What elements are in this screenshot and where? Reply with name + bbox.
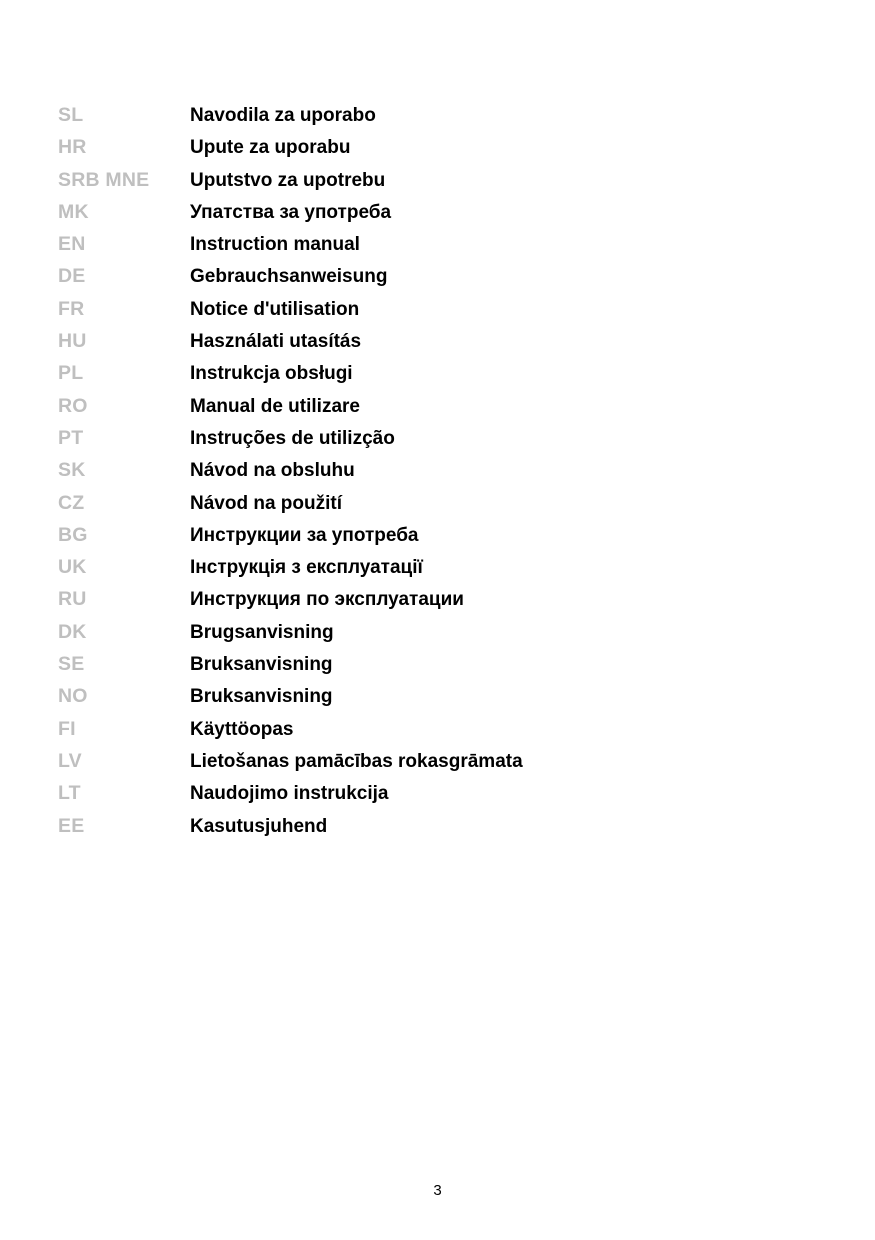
language-title: Notice d'utilisation [190, 298, 360, 320]
language-code: SRB MNE [58, 168, 150, 191]
page-number: 3 [433, 1182, 442, 1199]
language-code: PL [58, 362, 84, 385]
list-item [58, 395, 818, 427]
language-code: SE [58, 653, 85, 676]
language-code: UK [58, 556, 87, 579]
language-title: Bruksanvisning [190, 654, 333, 676]
list-item [58, 459, 818, 491]
language-code: EN [58, 233, 86, 256]
language-code: LV [58, 749, 82, 772]
language-code: DE [58, 265, 86, 288]
list-item [58, 136, 818, 168]
language-title: Návod na použití [190, 492, 342, 514]
list-item [58, 556, 818, 588]
language-index-list [58, 104, 818, 847]
language-code: SL [58, 104, 84, 126]
language-title: Instrukcja obsługi [190, 363, 353, 385]
language-title: Uputstvo za upotrebu [190, 169, 386, 191]
language-title: Brugsanvisning [190, 621, 334, 643]
language-code: LT [58, 782, 81, 805]
language-title: Инструкции за употреба [190, 524, 419, 546]
language-code: MK [58, 200, 89, 223]
list-item [58, 782, 818, 814]
language-title: Instruções de utilizção [190, 427, 395, 449]
language-title: Instruction manual [190, 234, 360, 256]
language-code: FI [58, 717, 76, 740]
list-item [58, 750, 818, 782]
list-item [58, 685, 818, 717]
list-item [58, 233, 818, 265]
list-item [58, 362, 818, 394]
language-code: SK [58, 459, 86, 482]
list-item [58, 265, 818, 297]
language-title: Használati utasítás [190, 331, 362, 353]
language-code: FR [58, 297, 85, 320]
language-title: Naudojimo instrukcija [190, 783, 389, 805]
language-code: CZ [58, 491, 85, 514]
list-item [58, 330, 818, 362]
language-title: Navodila za uporabo [190, 105, 376, 126]
language-title: Інструкція з експлуатації [190, 557, 423, 579]
list-item [58, 169, 818, 201]
language-title: Gebrauchsanweisung [190, 266, 388, 288]
list-item [58, 621, 818, 653]
language-code: NO [58, 685, 88, 708]
language-title: Инструкция по эксплуатации [190, 589, 464, 611]
list-item [58, 524, 818, 556]
list-item [58, 492, 818, 524]
list-item [58, 718, 818, 750]
language-code: BG [58, 523, 88, 546]
language-code: RO [58, 394, 88, 417]
list-item [58, 298, 818, 330]
language-title: Käyttöopas [190, 718, 294, 740]
language-code: EE [58, 814, 85, 837]
language-title: Manual de utilizare [190, 395, 360, 417]
language-title: Bruksanvisning [190, 686, 333, 708]
language-title: Kasutusjuhend [190, 815, 328, 837]
language-title: Upute za uporabu [190, 137, 351, 159]
language-code: PT [58, 426, 84, 449]
language-title: Návod na obsluhu [190, 460, 355, 482]
language-code: DK [58, 620, 87, 643]
language-title: Lietošanas pamācības rokasgrāmata [190, 750, 523, 772]
language-code: HU [58, 330, 87, 353]
list-item [58, 104, 818, 136]
list-item [58, 588, 818, 620]
list-item [58, 427, 818, 459]
list-item [58, 201, 818, 233]
language-code: HR [58, 136, 87, 159]
language-code: RU [58, 588, 87, 611]
language-title: Упатства за употреба [190, 201, 392, 223]
list-item [58, 815, 818, 847]
list-item [58, 653, 818, 685]
